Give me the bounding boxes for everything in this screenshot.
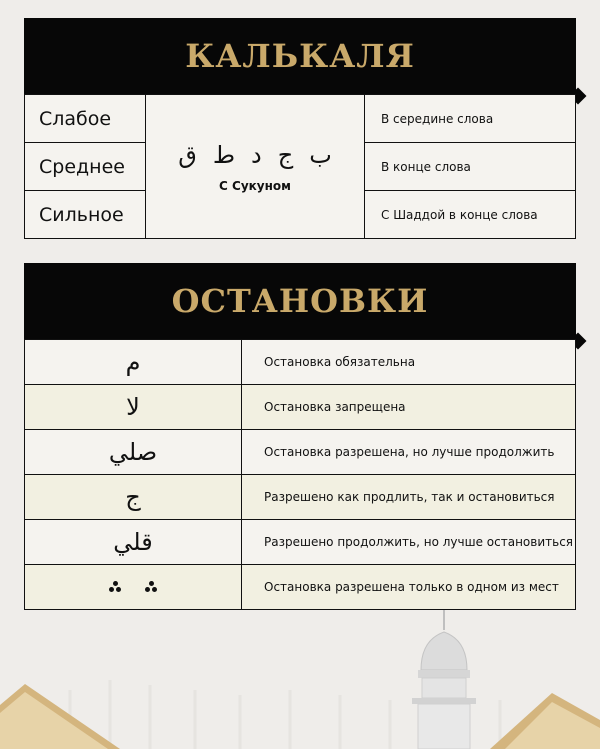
qalqala-title: КАЛЬКАЛЯ bbox=[185, 37, 415, 75]
qalqala-header bbox=[24, 18, 576, 94]
stop-sign bbox=[25, 565, 242, 609]
table-row bbox=[25, 340, 575, 385]
stop-sign: ج bbox=[25, 475, 242, 519]
qalqala-letters bbox=[178, 141, 332, 169]
qalqala-letters-column bbox=[146, 95, 365, 238]
table-row bbox=[25, 520, 575, 565]
table-row bbox=[25, 385, 575, 430]
three-dots-icon bbox=[109, 581, 157, 593]
stops-header bbox=[24, 263, 576, 339]
stops-table bbox=[24, 339, 576, 610]
level-weak: Слабое bbox=[25, 95, 145, 143]
stop-sign: قلي bbox=[25, 520, 242, 564]
stop-description: Остановка запрещена bbox=[264, 400, 406, 414]
level-strong: Сильное bbox=[39, 203, 124, 226]
qalqala-positions-column bbox=[365, 95, 575, 238]
letter-jim: ج bbox=[277, 140, 294, 169]
stop-sign: لا bbox=[25, 385, 242, 429]
stop-description: Остановка обязательна bbox=[264, 355, 416, 369]
minaret-icon bbox=[412, 606, 476, 749]
stop-description: Остановка разрешена, но лучше продолжить bbox=[264, 445, 555, 459]
level-medium: Среднее bbox=[25, 143, 145, 191]
stop-sign: م bbox=[25, 340, 242, 384]
letter-ta: ط bbox=[212, 140, 236, 169]
table-row bbox=[25, 430, 575, 475]
qalqala-levels-column bbox=[25, 95, 146, 238]
position-shadda-end: С Шаддой в конце слова bbox=[381, 207, 538, 222]
stop-description: Разрешено продолжить, но лучше остановиться bbox=[264, 535, 574, 549]
letters-note: С Сукуном bbox=[219, 178, 291, 193]
qalqala-table bbox=[24, 94, 576, 239]
letter-qaf: ق bbox=[178, 140, 197, 169]
letter-dal: د bbox=[251, 140, 262, 169]
letter-ba: ب bbox=[309, 140, 332, 169]
position-end: В конце слова bbox=[365, 143, 575, 191]
stops-title: ОСТАНОВКИ bbox=[171, 282, 429, 320]
position-middle: В середине слова bbox=[365, 95, 575, 143]
stop-description: Разрешено как продлить, так и остановиться bbox=[264, 490, 555, 504]
table-row bbox=[25, 565, 575, 609]
qalqala-section bbox=[24, 18, 576, 239]
stop-sign: صلي bbox=[25, 430, 242, 474]
table-row bbox=[25, 475, 575, 520]
stop-description: Остановка разрешена только в одном из мест bbox=[264, 580, 559, 594]
stops-section bbox=[24, 263, 576, 610]
